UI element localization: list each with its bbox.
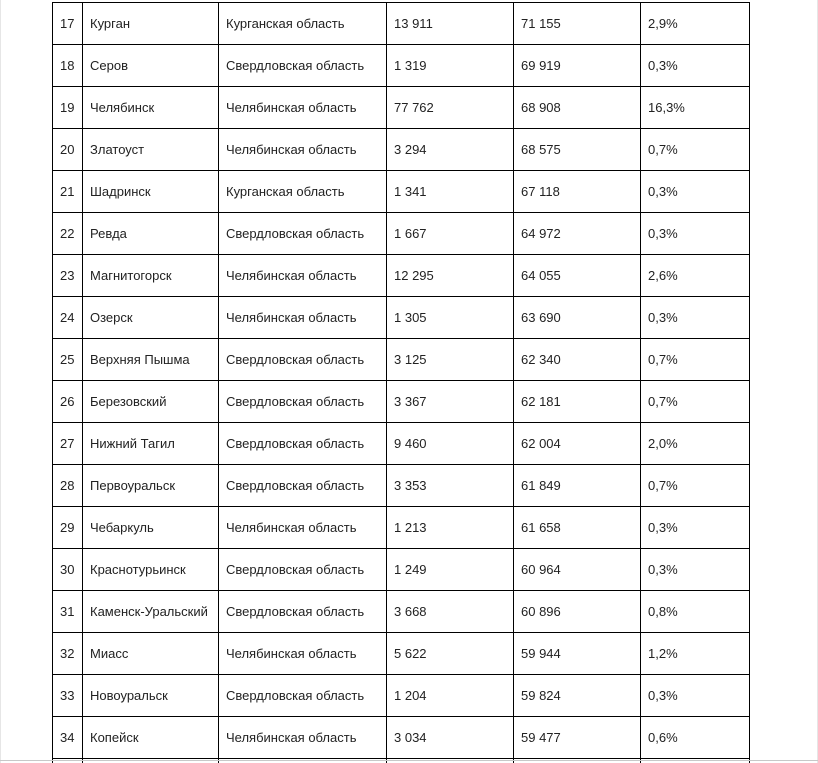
table-row bbox=[53, 213, 750, 255]
value-2-cell: 61 658 bbox=[514, 507, 641, 549]
city-cell: Серов bbox=[83, 45, 219, 87]
value-1-cell: 3 668 bbox=[387, 591, 514, 633]
table-row bbox=[53, 87, 750, 129]
region-cell: Челябинская область bbox=[219, 87, 387, 129]
rank-cell: 27 bbox=[53, 423, 83, 465]
city-cell: Краснотурьинск bbox=[83, 549, 219, 591]
city-cell: Челябинск bbox=[83, 87, 219, 129]
value-2-cell: 59 477 bbox=[514, 717, 641, 759]
value-1-cell: 3 353 bbox=[387, 465, 514, 507]
percent-cell: 0,3% bbox=[641, 45, 750, 87]
value-2-cell: 67 118 bbox=[514, 171, 641, 213]
value-2-cell: 60 964 bbox=[514, 549, 641, 591]
region-cell: Свердловская область bbox=[219, 549, 387, 591]
value-1-cell: 1 249 bbox=[387, 549, 514, 591]
table-row bbox=[53, 381, 750, 423]
table-row bbox=[53, 129, 750, 171]
value-1-cell: 1 319 bbox=[387, 45, 514, 87]
percent-cell: 0,3% bbox=[641, 675, 750, 717]
table-row bbox=[53, 423, 750, 465]
region-cell: Свердловская область bbox=[219, 213, 387, 255]
value-1-cell: 1 667 bbox=[387, 213, 514, 255]
table-row bbox=[53, 507, 750, 549]
percent-cell: 0,7% bbox=[641, 465, 750, 507]
table-row bbox=[53, 45, 750, 87]
table-row bbox=[53, 339, 750, 381]
region-cell: Курганская область bbox=[219, 3, 387, 45]
percent-cell: 0,3% bbox=[641, 297, 750, 339]
cities-table-body bbox=[53, 3, 750, 763]
percent-cell: 16,3% bbox=[641, 87, 750, 129]
rank-cell: 34 bbox=[53, 717, 83, 759]
value-1-cell: 5 622 bbox=[387, 633, 514, 675]
percent-cell: 2,6% bbox=[641, 255, 750, 297]
city-cell: Копейск bbox=[83, 717, 219, 759]
value-1-cell: 3 034 bbox=[387, 717, 514, 759]
percent-cell: 2,9% bbox=[641, 3, 750, 45]
bottom-divider bbox=[0, 760, 818, 761]
value-1-cell: 3 125 bbox=[387, 339, 514, 381]
region-cell: Челябинская область bbox=[219, 717, 387, 759]
percent-cell: 0,3% bbox=[641, 171, 750, 213]
rank-cell: 17 bbox=[53, 3, 83, 45]
city-cell: Нижний Тагил bbox=[83, 423, 219, 465]
value-2-cell: 71 155 bbox=[514, 3, 641, 45]
city-cell: Шадринск bbox=[83, 171, 219, 213]
rank-cell: 22 bbox=[53, 213, 83, 255]
value-2-cell: 64 972 bbox=[514, 213, 641, 255]
value-2-cell: 59 824 bbox=[514, 675, 641, 717]
value-1-cell: 1 213 bbox=[387, 507, 514, 549]
value-2-cell: 61 849 bbox=[514, 465, 641, 507]
table-row bbox=[53, 255, 750, 297]
region-cell: Челябинская область bbox=[219, 297, 387, 339]
region-cell: Свердловская область bbox=[219, 465, 387, 507]
city-cell: Первоуральск bbox=[83, 465, 219, 507]
city-cell: Березовский bbox=[83, 381, 219, 423]
percent-cell: 0,7% bbox=[641, 381, 750, 423]
value-1-cell: 1 305 bbox=[387, 297, 514, 339]
table-row bbox=[53, 549, 750, 591]
percent-cell: 0,3% bbox=[641, 213, 750, 255]
value-1-cell: 77 762 bbox=[387, 87, 514, 129]
value-2-cell: 68 908 bbox=[514, 87, 641, 129]
value-2-cell: 68 575 bbox=[514, 129, 641, 171]
value-2-cell: 60 896 bbox=[514, 591, 641, 633]
region-cell: Свердловская область bbox=[219, 423, 387, 465]
city-cell: Каменск-Уральский bbox=[83, 591, 219, 633]
rank-cell: 26 bbox=[53, 381, 83, 423]
city-cell: Златоуст bbox=[83, 129, 219, 171]
value-1-cell: 9 460 bbox=[387, 423, 514, 465]
city-cell: Ревда bbox=[83, 213, 219, 255]
rank-cell: 19 bbox=[53, 87, 83, 129]
value-1-cell: 1 204 bbox=[387, 675, 514, 717]
city-cell: Курган bbox=[83, 3, 219, 45]
city-cell: Чебаркуль bbox=[83, 507, 219, 549]
percent-cell: 0,3% bbox=[641, 549, 750, 591]
rank-cell: 29 bbox=[53, 507, 83, 549]
percent-cell: 0,7% bbox=[641, 129, 750, 171]
percent-cell: 0,8% bbox=[641, 591, 750, 633]
cities-table bbox=[52, 2, 750, 763]
value-1-cell: 1 341 bbox=[387, 171, 514, 213]
table-row bbox=[53, 3, 750, 45]
rank-cell: 28 bbox=[53, 465, 83, 507]
value-2-cell: 62 181 bbox=[514, 381, 641, 423]
rank-cell: 33 bbox=[53, 675, 83, 717]
value-2-cell: 62 004 bbox=[514, 423, 641, 465]
city-cell: Верхняя Пышма bbox=[83, 339, 219, 381]
table-row bbox=[53, 465, 750, 507]
city-cell: Миасс bbox=[83, 633, 219, 675]
city-cell: Озерск bbox=[83, 297, 219, 339]
table-row bbox=[53, 675, 750, 717]
value-2-cell: 69 919 bbox=[514, 45, 641, 87]
region-cell: Свердловская область bbox=[219, 591, 387, 633]
table-row bbox=[53, 297, 750, 339]
region-cell: Челябинская область bbox=[219, 507, 387, 549]
rank-cell: 25 bbox=[53, 339, 83, 381]
page-edge-left bbox=[0, 0, 1, 763]
rank-cell: 23 bbox=[53, 255, 83, 297]
table-row bbox=[53, 717, 750, 759]
city-cell: Магнитогорск bbox=[83, 255, 219, 297]
percent-cell: 1,2% bbox=[641, 633, 750, 675]
region-cell: Курганская область bbox=[219, 171, 387, 213]
region-cell: Свердловская область bbox=[219, 45, 387, 87]
value-1-cell: 3 367 bbox=[387, 381, 514, 423]
region-cell: Челябинская область bbox=[219, 255, 387, 297]
region-cell: Челябинская область bbox=[219, 129, 387, 171]
table-row bbox=[53, 171, 750, 213]
percent-cell: 0,6% bbox=[641, 717, 750, 759]
value-1-cell: 12 295 bbox=[387, 255, 514, 297]
table-row bbox=[53, 591, 750, 633]
rank-cell: 18 bbox=[53, 45, 83, 87]
value-2-cell: 62 340 bbox=[514, 339, 641, 381]
rank-cell: 32 bbox=[53, 633, 83, 675]
value-1-cell: 3 294 bbox=[387, 129, 514, 171]
rank-cell: 30 bbox=[53, 549, 83, 591]
value-1-cell: 13 911 bbox=[387, 3, 514, 45]
region-cell: Свердловская область bbox=[219, 381, 387, 423]
region-cell: Свердловская область bbox=[219, 339, 387, 381]
region-cell: Свердловская область bbox=[219, 675, 387, 717]
rank-cell: 31 bbox=[53, 591, 83, 633]
value-2-cell: 64 055 bbox=[514, 255, 641, 297]
city-cell: Новоуральск bbox=[83, 675, 219, 717]
rank-cell: 20 bbox=[53, 129, 83, 171]
percent-cell: 0,3% bbox=[641, 507, 750, 549]
rank-cell: 21 bbox=[53, 171, 83, 213]
percent-cell: 0,7% bbox=[641, 339, 750, 381]
table-row bbox=[53, 633, 750, 675]
value-2-cell: 59 944 bbox=[514, 633, 641, 675]
region-cell: Челябинская область bbox=[219, 633, 387, 675]
value-2-cell: 63 690 bbox=[514, 297, 641, 339]
percent-cell: 2,0% bbox=[641, 423, 750, 465]
rank-cell: 24 bbox=[53, 297, 83, 339]
